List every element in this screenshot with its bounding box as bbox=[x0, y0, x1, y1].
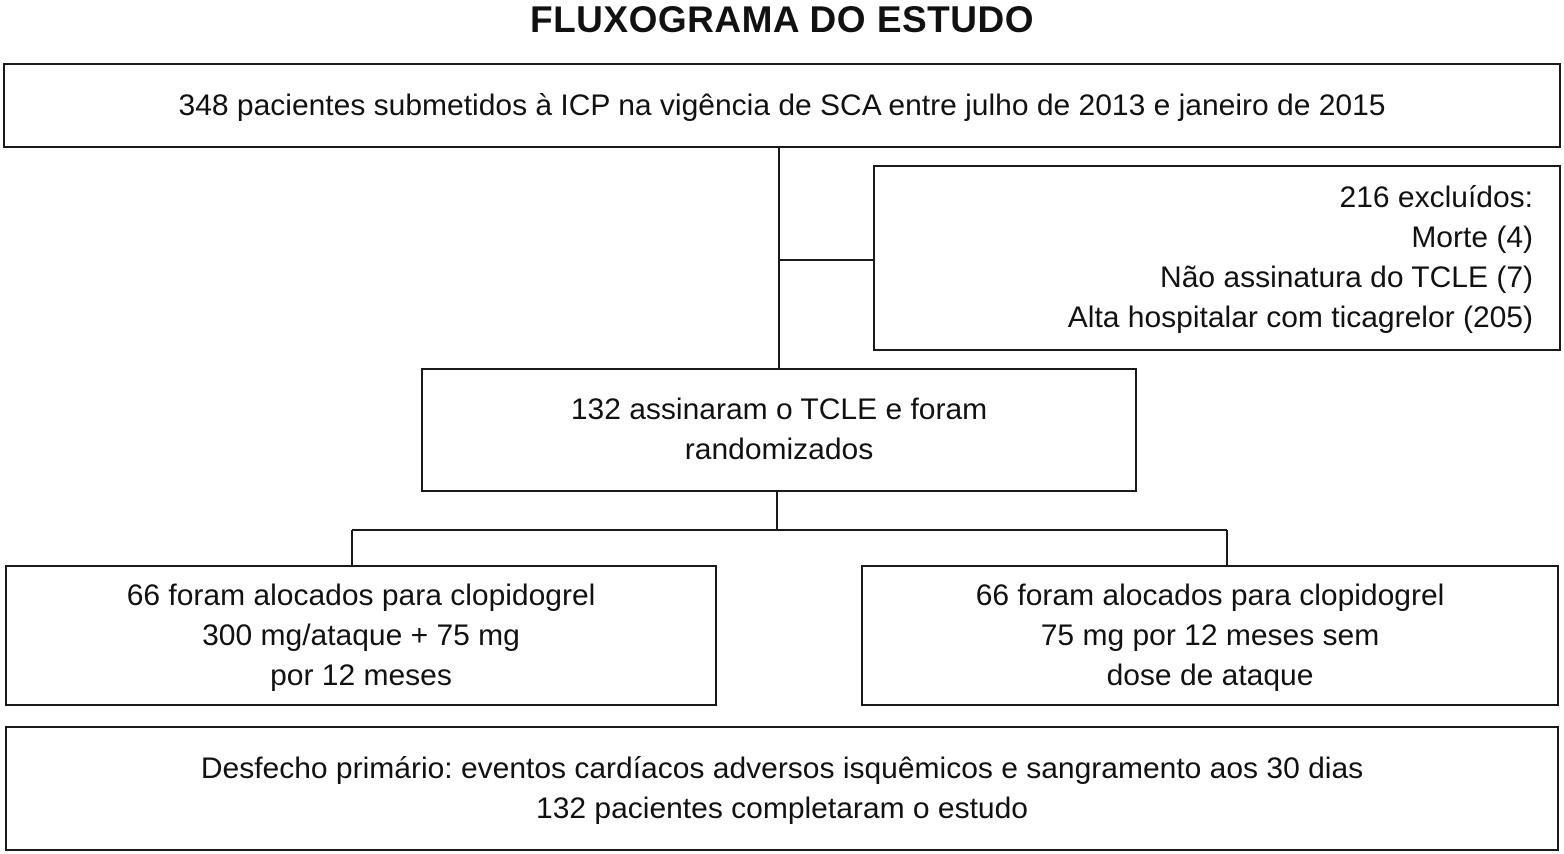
group-a-line-2: 300 mg/ataque + 75 mg bbox=[202, 618, 520, 652]
diagram-title: FLUXOGRAMA DO ESTUDO bbox=[529, 0, 1034, 40]
group-a-line-3: por 12 meses bbox=[270, 658, 452, 692]
group-b-line-1: 66 foram alocados para clopidogrel bbox=[975, 578, 1445, 612]
group-b-line-2: 75 mg por 12 meses sem bbox=[1040, 618, 1380, 652]
outcome-line-2: 132 pacientes completaram o estudo bbox=[536, 791, 1028, 825]
enrolled-box bbox=[3, 63, 1561, 148]
group-b-line-3: dose de ataque bbox=[1106, 658, 1314, 692]
group-a-line-1: 66 foram alocados para clopidogrel bbox=[126, 578, 596, 612]
outcome-box bbox=[5, 726, 1559, 851]
excluded-no-consent: Não assinatura do TCLE (7) bbox=[1160, 261, 1533, 294]
randomized-line-2: randomizados bbox=[684, 433, 874, 466]
randomized-box bbox=[421, 368, 1137, 492]
group-a-box bbox=[5, 565, 717, 706]
excluded-box bbox=[873, 165, 1561, 351]
outcome-line-1: Desfecho primário: eventos cardíacos adversos isquêmicos e sangramento aos 30 dias bbox=[200, 751, 1364, 785]
enrolled-text: 348 pacientes submetidos à ICP na vigência de SCA entre julho de 2013 e janeiro de 2015 bbox=[178, 88, 1386, 122]
excluded-header: 216 excluídos: bbox=[1339, 181, 1533, 214]
excluded-death: Morte (4) bbox=[1411, 221, 1533, 254]
excluded-ticagrelor: Alta hospitalar com ticagrelor (205) bbox=[1067, 301, 1533, 334]
group-b-box bbox=[861, 565, 1559, 706]
randomized-line-1: 132 assinaram o TCLE e foram bbox=[570, 393, 988, 426]
